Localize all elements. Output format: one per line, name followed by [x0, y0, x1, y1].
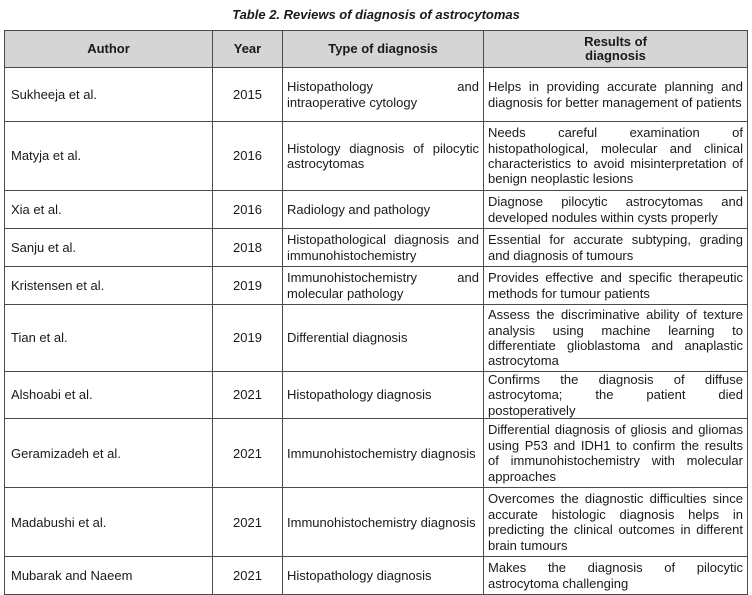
- cell-result: Diagnose pilocytic astrocytomas and developed nodules within cysts properly: [484, 191, 748, 229]
- cell-author: Sukheeja et al.: [5, 68, 213, 122]
- cell-author: Madabushi et al.: [5, 488, 213, 557]
- table-caption: Table 2. Reviews of diagnosis of astrocytomas: [232, 7, 520, 22]
- cell-year: 2021: [213, 557, 283, 595]
- table-row: [5, 488, 748, 557]
- cell-result: Differential diagnosis of gliosis and gliomas using P53 and IDH1 to confirm the results of immunohistochemistry with molecular approaches: [484, 419, 748, 488]
- cell-type: Immunohistochemistry and molecular pathology: [283, 267, 484, 305]
- cell-year: 2019: [213, 305, 283, 372]
- cell-year: 2021: [213, 488, 283, 557]
- cell-author: Geramizadeh et al.: [5, 419, 213, 488]
- reviews-table: [4, 30, 748, 595]
- cell-author: Matyja et al.: [5, 122, 213, 191]
- cell-result: Helps in providing accurate planning and diagnosis for better management of patients: [484, 68, 748, 122]
- cell-type: Histopathological diagnosis and immunohistochemistry: [283, 229, 484, 267]
- cell-result: Needs careful examination of histopathological, molecular and clinical characteristics to avoid misinterpretation of benign neoplastic lesions: [484, 122, 748, 191]
- table-row: [5, 305, 748, 372]
- cell-year: 2016: [213, 191, 283, 229]
- cell-type: Histopathology and intraoperative cytology: [283, 68, 484, 122]
- cell-year: 2015: [213, 68, 283, 122]
- cell-author: Tian et al.: [5, 305, 213, 372]
- cell-year: 2016: [213, 122, 283, 191]
- cell-result: Overcomes the diagnostic difficulties since accurate histologic diagnosis helps in predicting the clinical outcomes in different brain tumours: [484, 488, 748, 557]
- cell-author: Kristensen et al.: [5, 267, 213, 305]
- cell-author: Mubarak and Naeem: [5, 557, 213, 595]
- cell-type: Histopathology diagnosis: [283, 557, 484, 595]
- cell-type: Immunohistochemistry diagnosis: [283, 419, 484, 488]
- table-row: [5, 267, 748, 305]
- table-row: [5, 419, 748, 488]
- cell-type: Histopathology diagnosis: [283, 372, 484, 419]
- table-row: [5, 191, 748, 229]
- cell-author: Xia et al.: [5, 191, 213, 229]
- cell-type: Radiology and pathology: [283, 191, 484, 229]
- cell-author: Alshoabi et al.: [5, 372, 213, 419]
- cell-type: Immunohistochemistry diagnosis: [283, 488, 484, 557]
- header-result: [484, 31, 748, 68]
- header-author: Author: [5, 31, 213, 68]
- cell-year: 2021: [213, 372, 283, 419]
- cell-result: Essential for accurate subtyping, grading and diagnosis of tumours: [484, 229, 748, 267]
- cell-year: 2019: [213, 267, 283, 305]
- cell-result: Makes the diagnosis of pilocytic astrocytoma challenging: [484, 557, 748, 595]
- table-row: [5, 557, 748, 595]
- cell-year: 2021: [213, 419, 283, 488]
- table-row: [5, 122, 748, 191]
- cell-result: Assess the discriminative ability of texture analysis using machine learning to differentiate glioblastoma and anaplastic astrocytoma: [484, 305, 748, 372]
- cell-author: Sanju et al.: [5, 229, 213, 267]
- cell-result: Provides effective and specific therapeutic methods for tumour patients: [484, 267, 748, 305]
- cell-type: Histology diagnosis of pilocytic astrocytomas: [283, 122, 484, 191]
- table-row: [5, 229, 748, 267]
- cell-type: Differential diagnosis: [283, 305, 484, 372]
- header-year: Year: [213, 31, 283, 68]
- cell-result: Confirms the diagnosis of diffuse astrocytoma; the patient died postoperatively: [484, 372, 748, 419]
- header-type: [283, 31, 484, 68]
- header-row: [5, 31, 748, 68]
- header-result-label: Results of diagnosis: [584, 34, 647, 63]
- header-type-label: Type of diagnosis: [328, 41, 438, 56]
- table-row: [5, 68, 748, 122]
- cell-year: 2018: [213, 229, 283, 267]
- table-row: [5, 372, 748, 419]
